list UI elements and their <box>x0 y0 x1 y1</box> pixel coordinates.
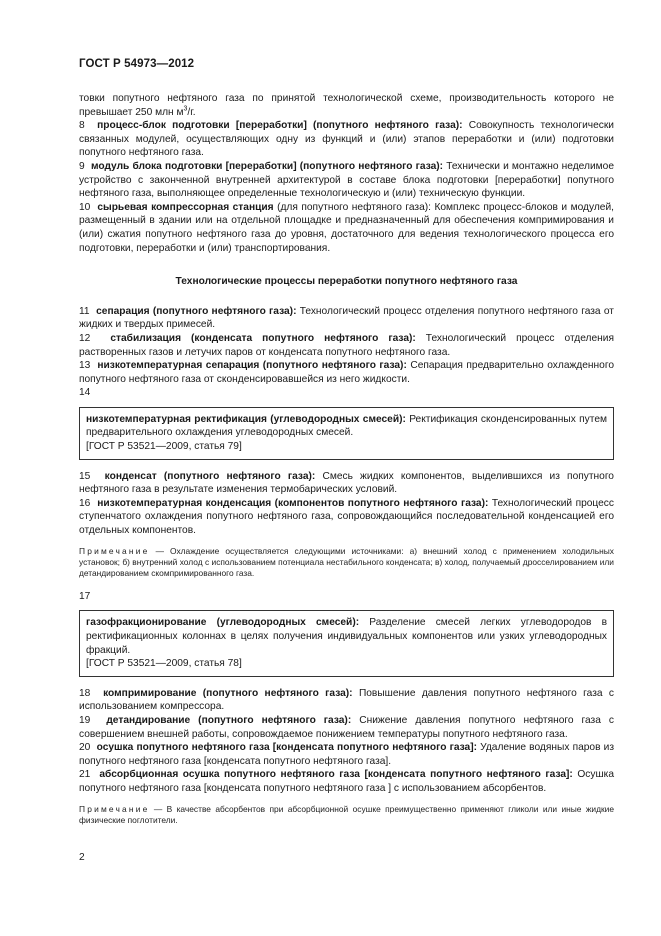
entry-number: 21 <box>79 769 91 781</box>
entry-definition: Осушка попутного нефтяного газа [конденсата попутного нефтяного газа ] с использованием абсорбентов. <box>79 769 614 794</box>
entry-19 <box>79 714 614 741</box>
entry-definition: Удаление водяных паров из попутного нефтяного газа [конденсата попутного нефтяного газа]. <box>79 742 614 767</box>
entry-term: сепарация (попутного нефтяного газа): <box>96 305 297 317</box>
entry-18 <box>79 687 614 714</box>
entry-definition: Технически и монтажно неделимое устройство с законченной внутренней архитектурой в составе блока подготовки [переработки] попутного нефтяного газа, выполняющее определенные технологическую и (или) техническую функции. <box>79 160 614 200</box>
entry-9 <box>79 160 614 201</box>
entry-definition: (для попутного нефтяного газа): Комплекс процесс-блоков и модулей, размещенный в здании или на отдельной площадке и предназначенный для обеспечения компримирования и (или) сжатия попутного нефтяного газа до уровня, достаточного для ведения технологического процесса его подготовки, переработки и (или) транспортирования. <box>79 201 614 254</box>
entry-11 <box>79 305 614 332</box>
reference-box-14 <box>79 407 614 460</box>
intro-text: товки попутного нефтяного газа по принятой технологической схеме, производительность которого не превышает 250 млн м <box>79 93 614 118</box>
entry-term: компримирование (попутного нефтяного газа): <box>103 687 353 699</box>
entry-term: стабилизация (конденсата попутного нефтяного газа): <box>110 332 416 344</box>
entry-8 <box>79 119 614 160</box>
entry-definition: Ректификация сконденсированных путем предварительного охлаждения углеводородных смесей. <box>86 413 607 439</box>
entry-15 <box>79 470 614 497</box>
boxed-definition <box>86 616 607 657</box>
entry-term: осушка попутного нефтяного газа [конденсата попутного нефтяного газа]: <box>96 742 478 754</box>
entry-term: сырьевая компрессорная станция <box>97 201 274 213</box>
entry-term: низкотемпературная ректификация (углеводородных смесей): <box>86 413 406 425</box>
reference-box-17 <box>79 610 614 676</box>
entry-number: 12 <box>79 332 91 344</box>
entry-17-number: 17 <box>79 590 91 602</box>
source-reference: [ГОСТ Р 53521—2009, статья 78] <box>86 658 242 670</box>
entry-term: газофракционирование (углеводородных смесей): <box>86 617 360 629</box>
entry-term: модуль блока подготовки [переработки] (попутного нефтяного газа): <box>90 160 444 172</box>
entry-definition: Снижение давления попутного нефтяного газа с совершением внешней работы, сопровождаемое понижением температуры попутного нефтяного газа. <box>79 715 614 740</box>
intro-paragraph <box>79 92 614 119</box>
entry-definition: Сепарация предварительно охлажденного попутного нефтяного газа от сконденсировавшейся из него жидкости. <box>79 360 614 385</box>
entry-number: 11 <box>79 305 90 317</box>
note-label: Примечание <box>79 803 150 814</box>
entry-definition: Разделение смесей легких углеводородов в ректификационных колоннах в целях получения индивидуальных компонентов или узких углеводородных фракций. <box>86 617 607 656</box>
page-number: 2 <box>79 852 85 863</box>
entry-number: 20 <box>79 742 91 754</box>
note-label: Примечание <box>79 545 150 556</box>
entry-term: низкотемпературная сепарация (попутного нефтяного газа): <box>97 360 407 372</box>
entry-definition: Смесь жидких компонентов, выделившихся из попутного нефтяного газа в результате изменения термобарических условий. <box>79 470 614 496</box>
entry-definition: Технологический процесс отделения растворенных газов и летучих паров от конденсата попутного нефтяного газа. <box>79 332 614 358</box>
note-text: — Охлаждение осуществляется следующими источниками: а) внешний холод с применением холодильных установок; б) внутренний холод с использованием потенциала нестабильного конденсата; в) холод, получаемый дросселированием или детандированием скомпримированного газа. <box>79 545 614 579</box>
boxed-definition <box>86 413 607 440</box>
note-text: — В качестве абсорбентов при абсорбционной осушке преимущественно применяют гликоли или иные жидкие физические поглотители. <box>79 803 614 825</box>
entry-term: процесс-блок подготовки [переработки] (попутного нефтяного газа): <box>97 120 463 132</box>
entry-14-number: 14 <box>79 387 91 399</box>
entry-number: 18 <box>79 687 91 699</box>
entry-definition: Технологический процесс ступенчатого охлаждения попутного нефтяного газа, сопровождающийся последовательной конденсацией его отдельных компонентов. <box>79 497 614 537</box>
entry-21 <box>79 768 614 795</box>
entry-term: детандирование (попутного нефтяного газа): <box>106 715 352 726</box>
entry-definition: Повышение давления попутного нефтяного газа с использованием компрессора. <box>79 687 614 713</box>
entry-number: 9 <box>79 160 85 172</box>
intro-text-end: /г. <box>187 106 196 118</box>
intro-superscript: 3 <box>183 105 188 113</box>
entry-number: 15 <box>79 470 91 482</box>
entry-20 <box>79 741 614 768</box>
entry-term: абсорбционная осушка попутного нефтяного газа [конденсата попутного нефтяного газа]: <box>99 769 573 781</box>
entry-number: 8 <box>79 120 85 132</box>
entry-number: 16 <box>79 497 91 509</box>
entry-term: конденсат (попутного нефтяного газа): <box>104 470 316 482</box>
entry-definition: Технологический процесс отделения попутного нефтяного газа от жидких и твердых примесей. <box>79 305 614 331</box>
entry-number: 13 <box>79 360 91 372</box>
entry-12 <box>79 332 614 359</box>
source-reference: [ГОСТ Р 53521—2009, статья 79] <box>86 441 242 453</box>
entry-13 <box>79 359 614 386</box>
section-heading: Технологические процессы переработки попутного нефтяного газа <box>175 276 518 288</box>
standard-header: ГОСТ Р 54973—2012 <box>79 58 195 70</box>
entry-definition: Совокупность технологически связанных модулей, осуществляющих одну из функций и (или) этапов переработки и (или) подготовки попутного нефтяного газа. <box>79 120 614 159</box>
entry-10 <box>79 201 614 255</box>
entry-16 <box>79 497 614 538</box>
entry-term: низкотемпературная конденсация (компонентов попутного нефтяного газа): <box>97 497 489 509</box>
note-2 <box>79 804 614 827</box>
entry-number: 10 <box>79 201 91 213</box>
document-body <box>79 92 614 836</box>
note-1 <box>79 546 614 580</box>
entry-number: 19 <box>79 715 91 726</box>
